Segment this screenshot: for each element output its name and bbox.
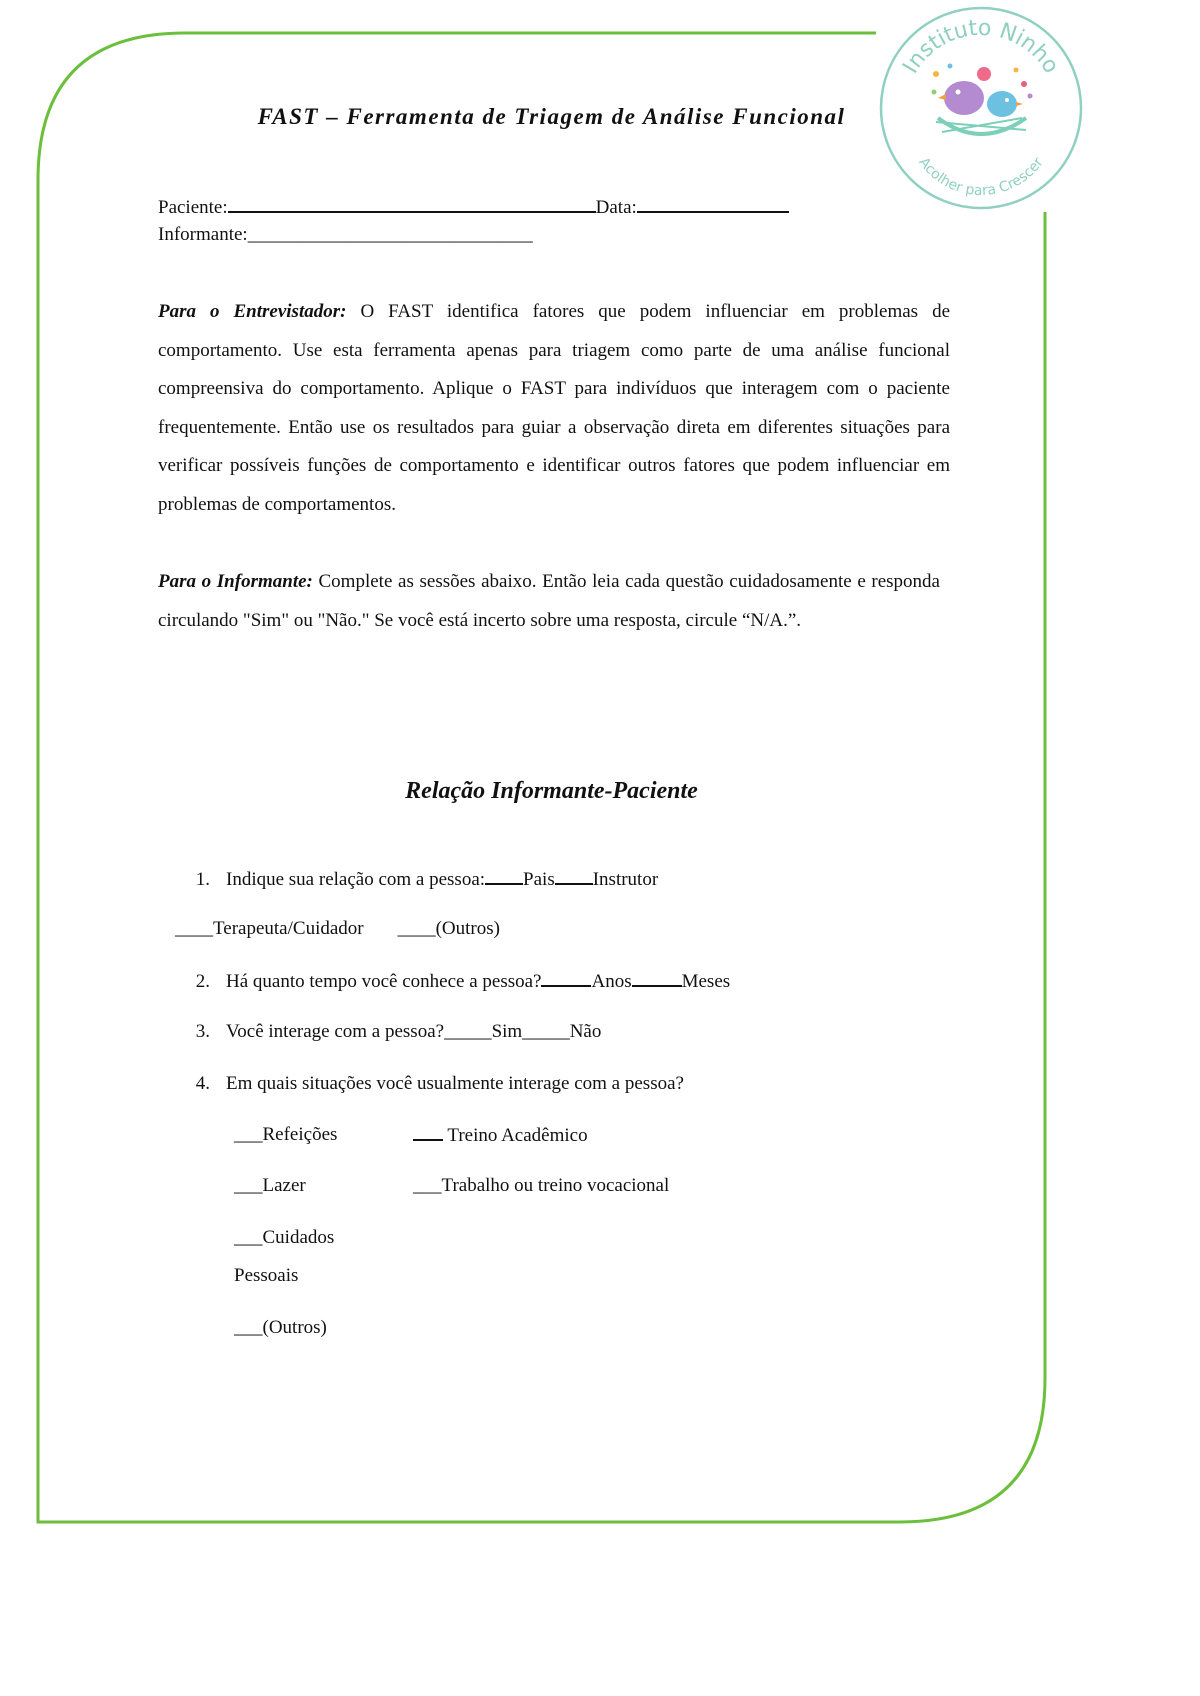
situation-others[interactable]: ___(Outros)	[234, 1317, 327, 1338]
interviewer-text: O FAST identifica fatores que podem influenciar em problemas de comportamento. Use esta ferramenta apenas para triagem como parte de uma análise funcional compreensiva do comportamento. Aplique o FAST para indivíduos que interagem com o paciente frequentemente. Então use os resultados para guiar a observação direta em diferentes situações para verificar possíveis funções de comportamento e identificar outros fatores que podem influenciar em problemas de comportamentos.	[158, 301, 951, 515]
situation-academic-blank[interactable]	[413, 1124, 443, 1141]
patient-blank[interactable]	[228, 197, 596, 213]
situation-leisure[interactable]: ___Lazer	[234, 1175, 306, 1196]
q1-option-instructor: Instrutor	[592, 869, 659, 890]
interviewer-label: Para o Entrevistador:	[158, 301, 347, 322]
question-4-text: Em quais situações você usualmente interage com a pessoa?	[226, 1073, 684, 1094]
informant-label: Informante:	[158, 224, 248, 245]
logo-name-text: Instituto Ninho	[898, 15, 1064, 79]
q1-blank-parents[interactable]	[485, 868, 523, 885]
q3-blank-no[interactable]: _____	[522, 1021, 570, 1042]
q3-option-yes: Sim	[491, 1021, 523, 1042]
date-label: Data:	[595, 197, 637, 218]
section-title: Relação Informante-Paciente	[405, 778, 698, 804]
situation-academic[interactable]	[413, 1124, 588, 1147]
q1-option-parents: Pais	[523, 869, 555, 890]
informant-instructions	[158, 563, 940, 640]
document-title: FAST – Ferramenta de Triagem de Análise Funcional	[257, 104, 846, 129]
question-4	[176, 1073, 684, 1095]
q2-blank-months[interactable]	[632, 970, 682, 987]
informant-line	[158, 224, 533, 246]
question-4-number: 4.	[195, 1073, 210, 1094]
question-3-text: Você interage com a pessoa?	[226, 1021, 445, 1042]
q1-option-others[interactable]: ____(Outros)	[397, 918, 500, 939]
question-2-text: Há quanto tempo você conhece a pessoa?	[226, 971, 542, 992]
situation-academic-label: Treino Acadêmico	[443, 1125, 588, 1146]
informant-instr-label: Para o Informante:	[158, 571, 313, 592]
situation-personal-care[interactable]: ___Cuidados	[234, 1227, 335, 1248]
patient-label: Paciente:	[158, 197, 228, 218]
patient-date-line	[158, 197, 789, 219]
q2-option-years: Anos	[591, 971, 632, 992]
q3-blank-yes[interactable]: _____	[444, 1021, 492, 1042]
question-3	[176, 1021, 601, 1043]
question-1-text: Indique sua relação com a pessoa:	[226, 869, 486, 890]
question-2	[176, 970, 730, 993]
interviewer-instructions	[158, 293, 950, 525]
situation-meals[interactable]: ___Refeições	[234, 1124, 338, 1145]
question-1-number: 1.	[195, 869, 210, 890]
heart-icon	[977, 67, 991, 81]
q2-option-months: Meses	[681, 971, 731, 992]
situation-personal-care-line-2: Pessoais	[234, 1265, 299, 1286]
q3-option-no: Não	[569, 1021, 602, 1042]
situation-work[interactable]: ___Trabalho ou treino vocacional	[413, 1175, 670, 1196]
q1-option-therapist[interactable]: ____Terapeuta/Cuidador	[175, 918, 364, 939]
question-1	[176, 868, 658, 891]
date-blank[interactable]	[637, 197, 789, 213]
question-3-number: 3.	[195, 1021, 210, 1042]
informant-blank[interactable]: ______________________________	[247, 224, 533, 245]
question-1-line-2	[175, 918, 500, 940]
q2-blank-years[interactable]	[541, 970, 591, 987]
informant-instr-text: Complete as sessões abaixo. Então leia cada questão cuidadosamente e responda circulando "Sim" ou "Não." Se você está incerto sobre uma resposta, circule “N/A.”.	[158, 571, 940, 631]
logo-tagline-text: Acolher para Crescer	[915, 154, 1047, 200]
q1-blank-instructor[interactable]	[555, 868, 593, 885]
question-2-number: 2.	[195, 971, 210, 992]
